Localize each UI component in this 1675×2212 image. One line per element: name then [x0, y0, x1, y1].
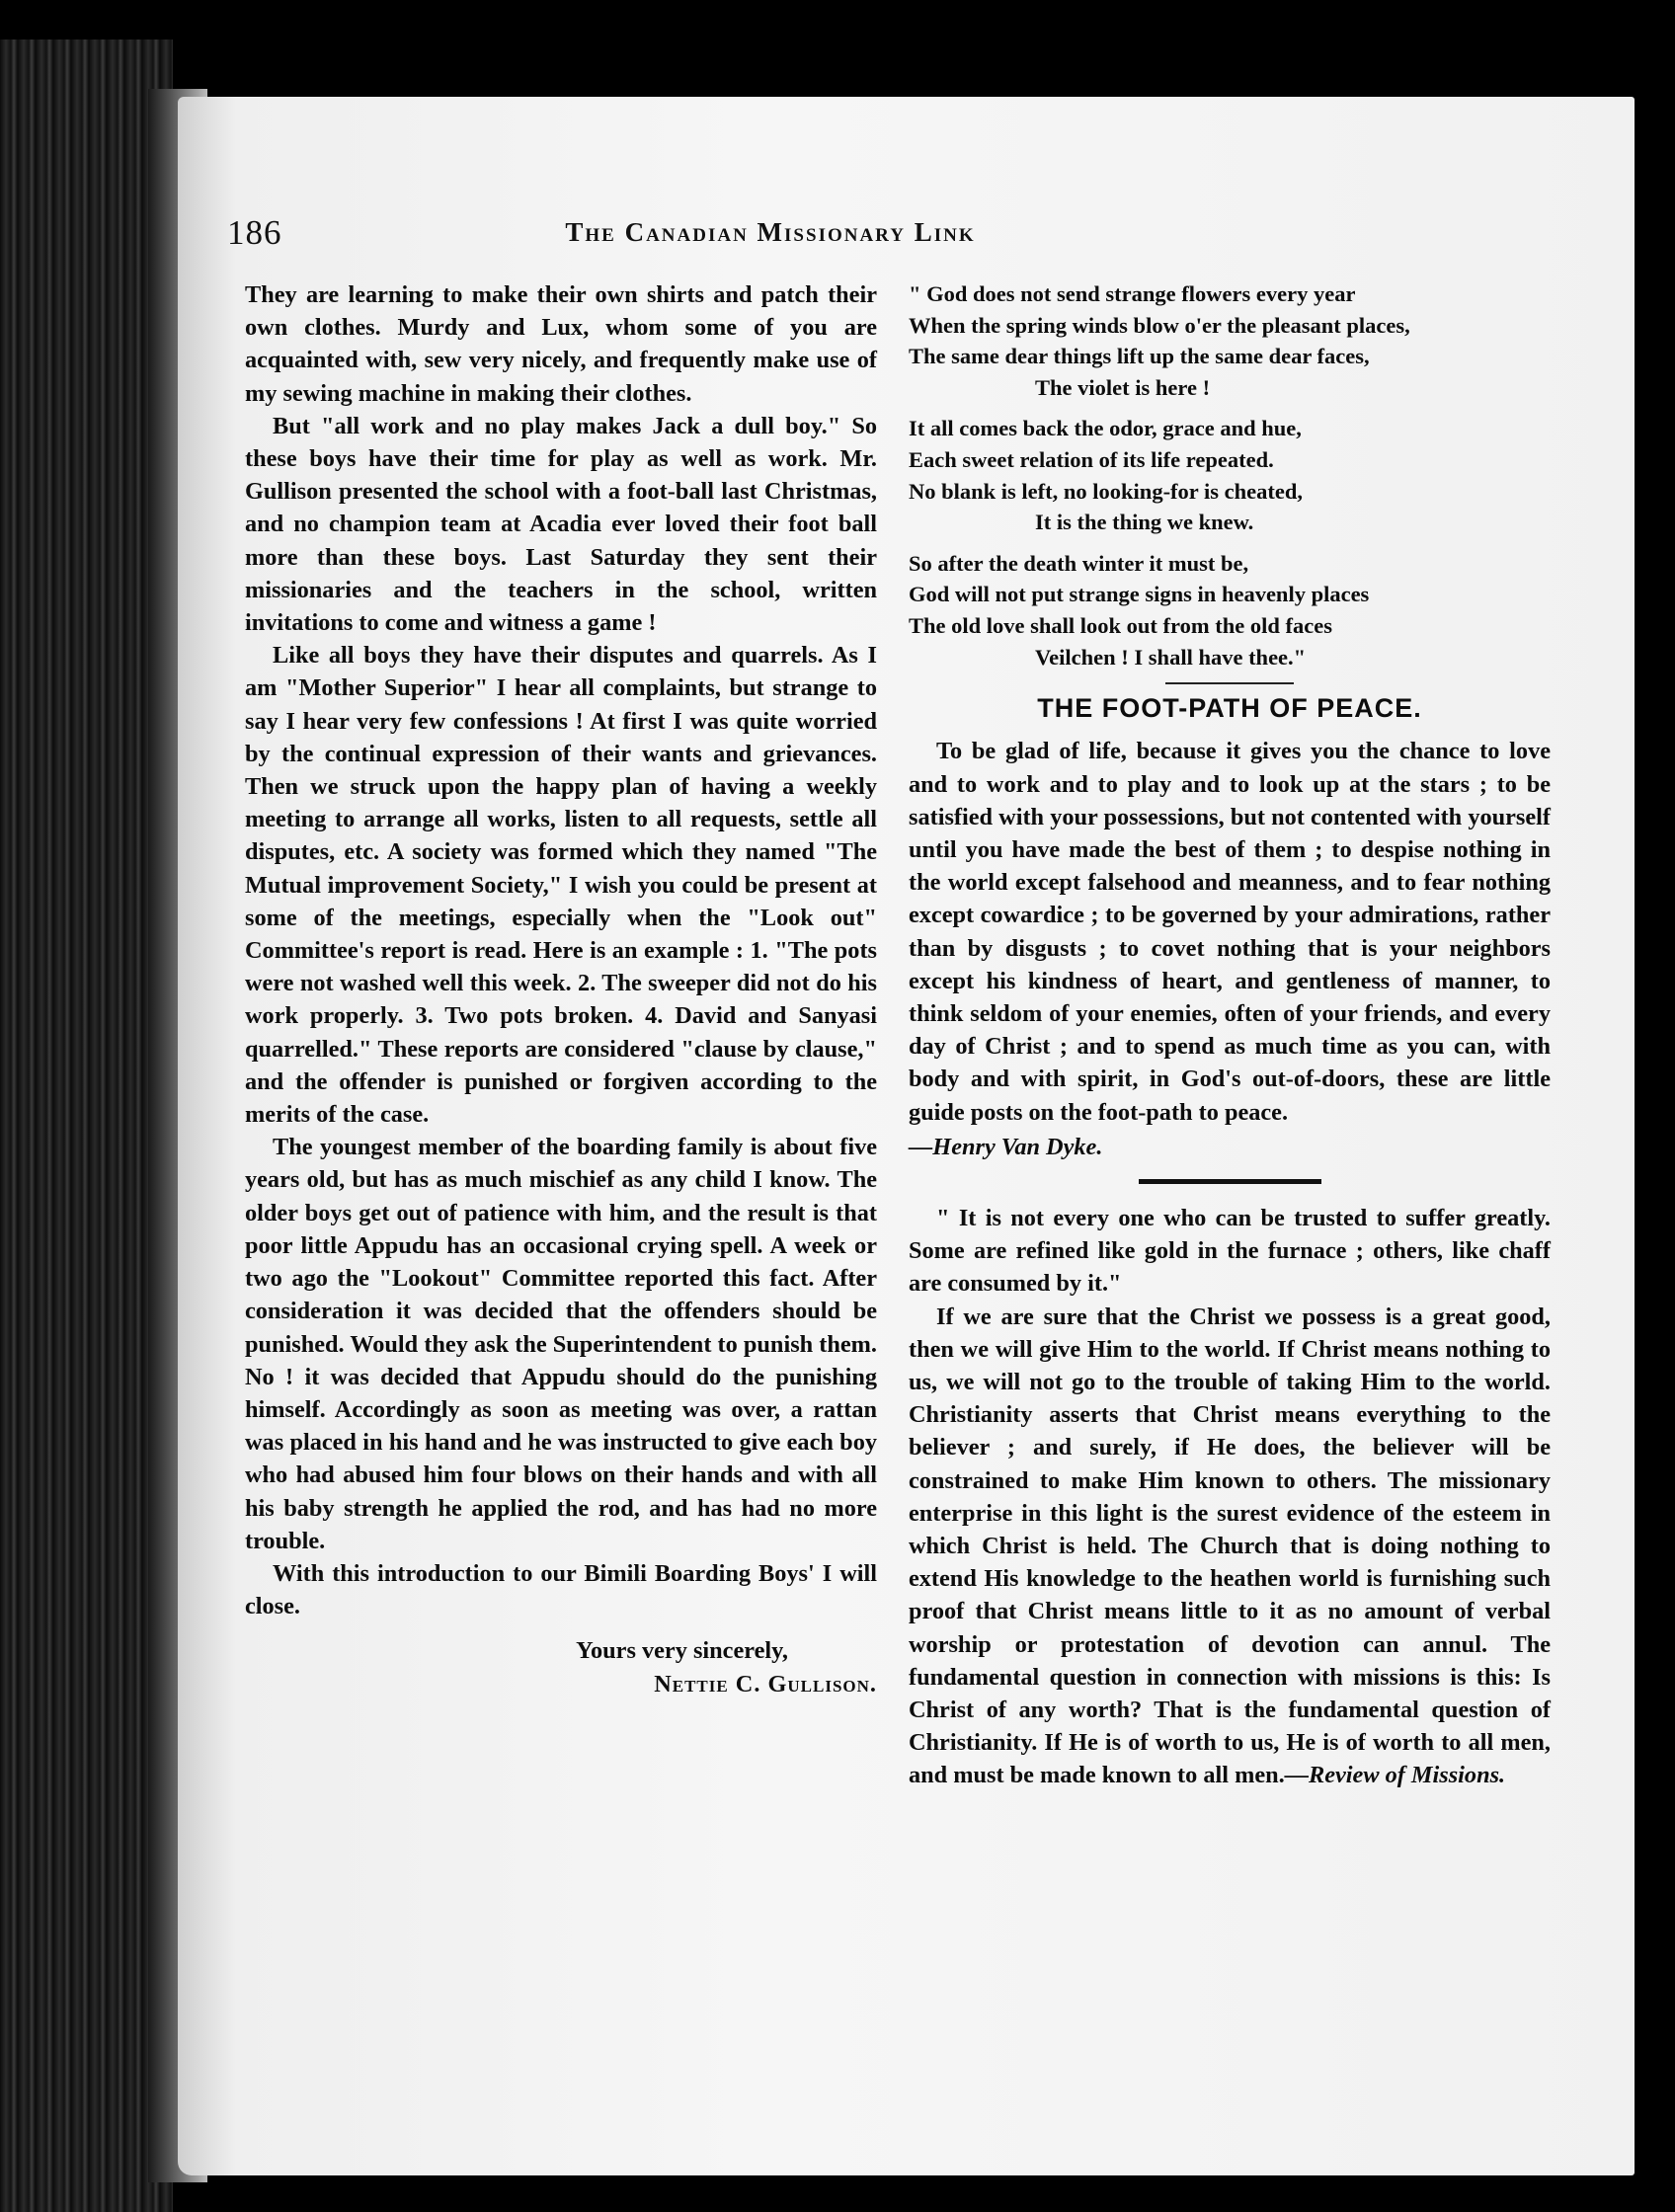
missions-paragraph: [909, 1301, 1551, 1792]
letter-closing: Yours very sincerely,: [576, 1637, 788, 1665]
foot-path-attribution: —Henry Van Dyke.: [909, 1133, 1103, 1160]
poem-stanza-3: [909, 548, 1551, 672]
poem-line: " God does not send strange flowers every year: [909, 281, 1356, 306]
poem-line: The old love shall look out from the old faces: [909, 612, 1332, 638]
left-column: [245, 278, 877, 1700]
poem: [909, 278, 1551, 672]
book-page: [178, 97, 1635, 2175]
page-number: 186: [227, 213, 282, 252]
poem-line: It all comes back the odor, grace and hue,: [909, 416, 1302, 441]
book-page-edges: [0, 40, 173, 2212]
missions-attribution: —Review of Missions.: [1284, 1762, 1506, 1789]
running-head: The Canadian Missionary Link: [565, 217, 976, 247]
right-column: [909, 278, 1551, 1792]
poem-line: Veilchen ! I shall have thee.": [1035, 644, 1307, 670]
divider: [1139, 1179, 1321, 1184]
left-paragraph-3: Like all boys they have their disputes and quarrels. As I am "Mother Superior" I hear all complaints, but strange to say I hear very few confessions ! At first I was quite worried by the continual expression of their wants and grievances. Then we struck upon the happy plan of having a weekly meeting to arrange all works, listen to all requests, settle all disputes, etc. A society was formed which they named "The Mutual improvement Society," I wish you could be present at some of the meetings, especially when the "Look out" Committee's report is read. Here is an example : 1. "The pots were not washed well this week. 2. The sweeper did not do his work properly. 3. Two pots broken. 4. David and Sanyasi quarrelled." These reports are considered "clause by clause," and the offender is punished or forgiven according to the merits of the case.: [245, 642, 877, 1129]
left-paragraph-1: They are learning to make their own shirts and patch their own clothes. Murdy and Lux, whom some of you are acquainted with, sew very nicely, and frequently make use of my sewing machine in making their clothes.: [245, 281, 877, 407]
letter-signature: Nettie C. Gullison.: [654, 1670, 877, 1698]
poem-line: So after the death winter it must be,: [909, 550, 1249, 576]
poem-line: The same dear things lift up the same dear faces,: [909, 344, 1370, 369]
poem-line: Each sweet relation of its life repeated.: [909, 446, 1274, 472]
poem-line: It is the thing we knew.: [1035, 510, 1254, 535]
left-paragraph-5: With this introduction to our Bimili Boarding Boys' I will close.: [245, 1559, 877, 1620]
poem-line: When the spring winds blow o'er the pleasant places,: [909, 312, 1410, 338]
section-title: THE FOOT-PATH OF PEACE.: [1037, 693, 1422, 724]
missions-text: If we are sure that the Christ we possess is a great good, then we will give Him to the world. If Christ means nothing to us, we will not go to the trouble of taking Him to the world. Christianity asserts that Christ means everything to the believer ; and surely, if He does, the believer will be constrained to make Him known to others. The missionary enterprise in this light is the surest evidence of the esteem in which Christ is held. The Church that is doing nothing to extend His knowledge to the heathen world is furnishing such proof that Christ means little to it as no amount of verbal worship or protestation of devotion can annul. The fundamental question in connection with missions is this: Is Christ of any worth? That is the fundamental question of Christianity. If He is of worth to us, He is of worth to all men, and must be made known to all men.: [909, 1303, 1551, 1789]
poem-stanza-2: [909, 413, 1551, 537]
left-paragraph-2: But "all work and no play makes Jack a dull boy." So these boys have their time for play as well as work. Mr. Gullison presented the school with a foot-ball last Christmas, and no champion team at Acadia ever loved their foot ball more than these boys. Last Saturday they sent their missionaries and the teachers in the school, written invitations to come and witness a game !: [245, 412, 877, 637]
divider: [1165, 682, 1294, 684]
poem-line: God will not put strange signs in heavenly places: [909, 582, 1370, 607]
page-header: [227, 213, 1314, 263]
poem-line: The violet is here !: [1035, 374, 1211, 400]
foot-path-paragraph: To be glad of life, because it gives you the chance to love and to work and to play and to look up at the stars ; to be satisfied with your possessions, but not contented with yourself until you have made the best of them ; to despise nothing in the world except falsehood and meanness, and to fear nothing except cowardice ; to be governed by your admirations, rather than by disgusts ; to covet nothing that is your neighbors except his kindness of heart, and gentleness of manner, to think seldom of your enemies, often of your friends, and every day of Christ ; and to spend as much time as you can, with body and with spirit, in God's out-of-doors, these are little guide posts on the foot-path to peace.: [909, 738, 1551, 1126]
left-paragraph-4: The youngest member of the boarding family is about five years old, but has as much mischief as any child I know. The older boys get out of patience with him, and the result is that poor little Appudu has an occasional crying spell. A week or two ago the "Lookout" Committee reported this fact. After consideration it was decided that the offenders should be punished. Would they ask the Superintendent to punish them. No ! it was decided that Appudu should do the punishing himself. Accordingly as soon as meeting was over, a rattan was placed in his hand and he was instructed to give each boy who had abused him four blows on their hands and with all his baby strength he applied the rod, and has had no more trouble.: [245, 1134, 877, 1554]
poem-stanza-1: [909, 278, 1551, 403]
poem-line: No blank is left, no looking-for is cheated,: [909, 478, 1303, 504]
quote-paragraph: " It is not every one who can be trusted to suffer greatly. Some are refined like gold in the furnace ; others, like chaff are consumed by it.": [909, 1204, 1551, 1298]
